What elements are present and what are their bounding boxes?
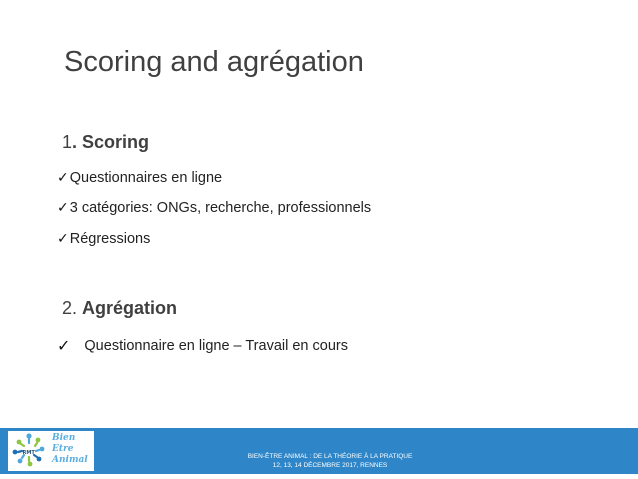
section-number: 2. <box>62 298 78 318</box>
checkmark-icon: ✓ <box>57 170 69 186</box>
logo-line: Animal <box>52 455 88 465</box>
checkmark-icon: ✓ <box>57 231 69 247</box>
footer-line-2: 12, 13, 14 DÉCEMBRE 2017, RENNES <box>272 462 388 469</box>
section-agregation-heading <box>62 298 177 319</box>
logo-line: Bien <box>52 433 76 443</box>
section-scoring-heading: 1. Scoring <box>62 132 150 152</box>
bien-etre-animal-logo <box>8 431 94 471</box>
checkmark-icon: ✓ <box>57 336 71 355</box>
section-number: 1 <box>62 132 73 152</box>
bullet-item <box>57 231 150 247</box>
bullet-item <box>57 336 348 355</box>
rmt-badge: RMT <box>22 450 35 456</box>
bullet-text: Questionnaire en ligne – Travail en cours <box>84 337 348 354</box>
footer-line-1: BIEN-ÊTRE ANIMAL : DE LA THÉORIE À LA PRATIQUE <box>247 453 413 460</box>
logo-line: Etre <box>52 444 74 454</box>
logo-wordmark <box>52 433 88 466</box>
section-label: Agrégation <box>82 298 178 318</box>
section-label: Scoring <box>82 132 150 152</box>
bullet-text: Questionnaires en ligne <box>69 170 223 186</box>
bullet-text: 3 catégories: ONGs, recherche, professionnels <box>69 200 372 216</box>
bullet-item <box>57 170 222 186</box>
bullet-item <box>57 200 371 216</box>
checkmark-icon: ✓ <box>57 200 69 216</box>
slide-title: Scoring and agrégation <box>64 46 364 78</box>
footer-text <box>210 452 450 470</box>
bullet-text: Régressions <box>69 231 151 247</box>
